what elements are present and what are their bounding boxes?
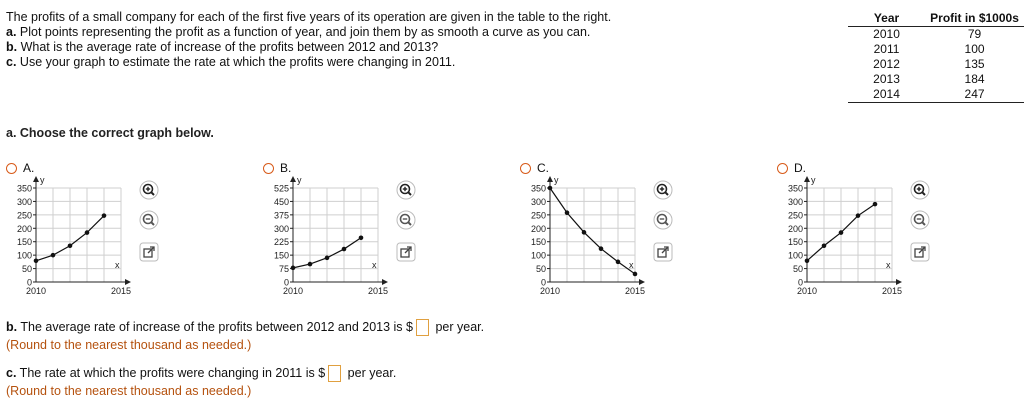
problem-part-c: c. Use your graph to estimate the rate at which the profits were changing in 2011.: [6, 55, 456, 69]
part-b-hint: (Round to the nearest thousand as needed.): [6, 338, 252, 353]
problem-statement: [6, 10, 611, 70]
option-a-label: A.: [23, 161, 35, 175]
y-tick-label: 200: [787, 223, 803, 234]
table-row: 2010 79: [873, 27, 982, 41]
data-point: [102, 213, 107, 218]
x-axis-label: x: [372, 260, 377, 270]
problem-part-b: b. What is the average rate of increase of the profits between 2012 and 2013?: [6, 40, 439, 54]
data-point: [34, 258, 39, 263]
data-point: [839, 230, 844, 235]
x-tick-label: 2010: [539, 286, 561, 296]
data-point: [85, 230, 90, 235]
y-tick-label: 200: [530, 223, 546, 234]
table-row: 2014 247: [848, 87, 1024, 103]
table-row: 2012 135: [873, 57, 985, 71]
y-tick-label: 350: [530, 183, 546, 194]
x-axis-arrow: [125, 279, 131, 285]
y-tick-label: 350: [787, 183, 803, 194]
y-tick-label: 50: [535, 264, 546, 275]
pop-out-icon-glyph: [910, 242, 930, 262]
series-line: [550, 188, 635, 274]
y-tick-label: 0: [797, 277, 803, 288]
y-tick-label: 150: [273, 250, 289, 261]
y-axis-arrow: [804, 176, 810, 182]
y-tick-label: 300: [16, 196, 32, 207]
y-axis-label: y: [811, 175, 816, 185]
part-b-answer: b. The average rate of increase of the profits between 2012 and 2013 is $ per year. (Round to the nearest thousand as needed.): [6, 320, 485, 353]
x-tick-label: 2015: [110, 286, 132, 296]
y-axis-arrow: [547, 176, 553, 182]
profit-table: [848, 10, 1024, 103]
data-point: [308, 262, 313, 267]
x-tick-label: 2015: [881, 286, 903, 296]
table-row: 2013 184: [873, 72, 985, 86]
zoom-out-icon[interactable]: [910, 210, 930, 230]
x-axis-arrow: [639, 279, 645, 285]
y-tick-label: 100: [787, 250, 803, 261]
y-tick-label: 150: [530, 237, 546, 248]
zoom-out-icon-glyph: [910, 210, 930, 230]
table-header-profit: Profit in $1000s: [925, 10, 1024, 27]
zoom-out-icon[interactable]: [653, 210, 673, 230]
y-tick-label: 75: [278, 264, 289, 275]
zoom-in-icon[interactable]: [139, 180, 159, 200]
y-axis-arrow: [33, 176, 39, 182]
option-a-graph: [6, 172, 138, 302]
y-axis-label: y: [297, 175, 302, 185]
zoom-out-icon[interactable]: [396, 210, 416, 230]
table-row: 2011 100: [873, 42, 985, 56]
problem-part-a: a. Plot points representing the profit as a function of year, and join them by as smooth a curve as you can.: [6, 25, 591, 39]
y-tick-label: 0: [283, 277, 289, 288]
pop-out-icon[interactable]: [653, 242, 673, 262]
option-c-label: C.: [537, 161, 549, 175]
y-tick-label: 250: [530, 210, 546, 221]
option-d[interactable]: [777, 158, 977, 308]
y-tick-label: 300: [273, 223, 289, 234]
option-b-label: B.: [280, 161, 292, 175]
y-tick-label: 450: [273, 196, 289, 207]
data-point: [582, 230, 587, 235]
zoom-in-icon-glyph: [910, 180, 930, 200]
zoom-in-icon-glyph: [653, 180, 673, 200]
zoom-out-icon[interactable]: [139, 210, 159, 230]
y-tick-label: 100: [16, 250, 32, 261]
x-axis-arrow: [382, 279, 388, 285]
part-c-hint: (Round to the nearest thousand as needed.): [6, 384, 252, 399]
y-axis-label: y: [40, 175, 45, 185]
zoom-in-icon[interactable]: [396, 180, 416, 200]
pop-out-icon-glyph: [139, 242, 159, 262]
y-tick-label: 350: [16, 183, 32, 194]
pop-out-icon[interactable]: [396, 242, 416, 262]
y-tick-label: 150: [16, 237, 32, 248]
option-d-label: D.: [794, 161, 806, 175]
data-point: [599, 246, 604, 251]
option-b[interactable]: [263, 158, 463, 308]
y-tick-label: 200: [16, 223, 32, 234]
zoom-in-icon[interactable]: [653, 180, 673, 200]
option-b-graph: [263, 172, 395, 302]
x-tick-label: 2010: [282, 286, 304, 296]
data-point: [616, 260, 621, 265]
option-c[interactable]: [520, 158, 720, 308]
problem-intro: The profits of a small company for each of the first five years of its operation are given in the table to the right.: [6, 10, 612, 24]
zoom-out-icon-glyph: [139, 210, 159, 230]
y-tick-label: 300: [530, 196, 546, 207]
option-d-graph: [777, 172, 909, 302]
y-tick-label: 100: [530, 250, 546, 261]
zoom-in-icon-glyph: [396, 180, 416, 200]
y-tick-label: 225: [273, 237, 289, 248]
y-tick-label: 250: [16, 210, 32, 221]
y-tick-label: 525: [273, 183, 289, 194]
zoom-out-icon-glyph: [653, 210, 673, 230]
data-point: [548, 186, 553, 191]
data-point: [565, 210, 570, 215]
data-point: [68, 243, 73, 248]
x-axis-label: x: [886, 260, 891, 270]
choose-graph-prompt: a. Choose the correct graph below.: [6, 126, 214, 140]
data-point: [805, 258, 810, 263]
part-c-answer: c. The rate at which the profits were changing in 2011 is $ per year. (Round to the nearest thousand as needed.): [6, 366, 397, 399]
part-b-input[interactable]: [416, 319, 429, 336]
zoom-out-icon-glyph: [396, 210, 416, 230]
data-point: [342, 247, 347, 252]
zoom-in-icon[interactable]: [910, 180, 930, 200]
data-point: [291, 266, 296, 271]
option-a[interactable]: [6, 158, 206, 308]
x-axis-arrow: [896, 279, 902, 285]
y-tick-label: 300: [787, 196, 803, 207]
y-axis-label: y: [554, 175, 559, 185]
option-c-graph: [520, 172, 652, 302]
pop-out-icon-glyph: [396, 242, 416, 262]
x-axis-label: x: [115, 260, 120, 270]
y-tick-label: 150: [787, 237, 803, 248]
x-axis-label: x: [629, 260, 634, 270]
y-tick-label: 250: [787, 210, 803, 221]
x-tick-label: 2010: [796, 286, 818, 296]
y-tick-label: 50: [792, 264, 803, 275]
data-point: [822, 243, 827, 248]
data-point: [51, 253, 56, 258]
y-tick-label: 50: [21, 264, 32, 275]
pop-out-icon[interactable]: [910, 242, 930, 262]
y-axis-arrow: [290, 176, 296, 182]
pop-out-icon-glyph: [653, 242, 673, 262]
zoom-in-icon-glyph: [139, 180, 159, 200]
table-header-year: Year: [848, 10, 925, 27]
part-c-input[interactable]: [328, 365, 341, 382]
x-tick-label: 2015: [624, 286, 646, 296]
y-tick-label: 0: [540, 277, 546, 288]
data-point: [633, 272, 638, 277]
data-point: [856, 213, 861, 218]
data-point: [873, 202, 878, 207]
data-point: [325, 256, 330, 261]
x-tick-label: 2010: [25, 286, 47, 296]
y-tick-label: 0: [26, 277, 32, 288]
data-point: [359, 235, 364, 240]
pop-out-icon[interactable]: [139, 242, 159, 262]
x-tick-label: 2015: [367, 286, 389, 296]
y-tick-label: 375: [273, 210, 289, 221]
